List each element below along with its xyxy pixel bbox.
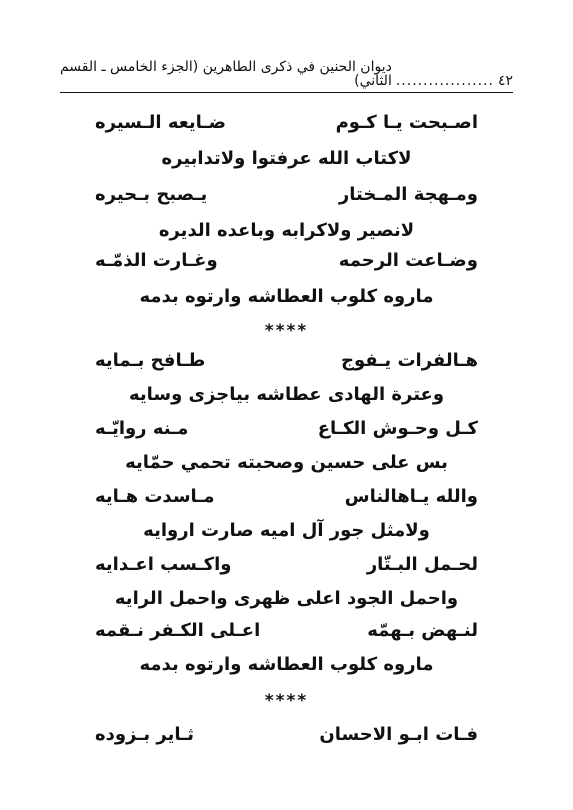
header-dots: .................. <box>395 73 494 89</box>
verse-line <box>95 346 478 376</box>
verse-second-hemistich: واكـسب اعـدايه <box>95 554 232 575</box>
page-number: ٤٢ <box>497 73 513 89</box>
refrain-line: بس على حسين وصحبته تحمي حمّايه <box>125 452 448 473</box>
header-rule <box>60 92 513 93</box>
verse-second-hemistich: وغـارت الذمّـه <box>95 250 218 271</box>
verse-first-hemistich: لنـهض بـهمّه <box>367 620 478 641</box>
verse-second-hemistich: ضـايعه الـسيره <box>95 112 226 133</box>
verse-line <box>95 246 478 276</box>
verse-second-hemistich: اعـلى الكـفر نـقمه <box>95 620 261 641</box>
refrain-line: وعترة الهادى عطاشه بياجزى وسايه <box>128 384 445 405</box>
verse-second-hemistich: طـافح بـمايه <box>95 350 206 371</box>
section-separator: **** <box>264 321 309 341</box>
verse-second-hemistich: مـنه روايّـه <box>95 418 189 439</box>
refrain-line: لانصير ولاكرابه وباعده الديره <box>158 220 415 241</box>
verse-first-hemistich: فـات ابـو الاحسان <box>319 724 478 745</box>
verse-first-hemistich: لحـمل البـتّار <box>366 554 478 575</box>
verse-first-hemistich: اصـبحت يـا كـوم <box>335 112 478 133</box>
verse-first-hemistich: هـالفرات يـفوج <box>341 350 478 371</box>
verse-line <box>95 482 478 512</box>
refrain-line: ماروه كلوب العطاشه وارتوه بدمه <box>139 286 434 307</box>
verse-line <box>95 720 478 750</box>
verse-line <box>95 616 478 646</box>
section-separator: **** <box>264 691 309 711</box>
refrain-line: ماروه كلوب العطاشه وارتوه بدمه <box>139 654 434 675</box>
verse-first-hemistich: والله يـاهالناس <box>344 486 478 507</box>
verse-second-hemistich: ثـاير بـزوده <box>95 724 195 745</box>
verse-second-hemistich: يـصبح بـحيره <box>95 184 208 205</box>
book-title: ديوان الحنين في ذكرى الطاهرين (الجزء الخامس ـ القسم الثاني) <box>59 59 392 89</box>
refrain-line: لاكتاب الله عرفتوا ولاتدابيره <box>161 148 412 169</box>
refrain-line: ولامثل جور آل اميه صارت اروايه <box>143 520 430 541</box>
verse-first-hemistich: وضـاعت الرحمه <box>338 250 478 271</box>
refrain-line: واحمل الجود اعلى ظهرى واحمل الرايه <box>114 588 459 609</box>
verse-second-hemistich: مـاسدت هـايه <box>95 486 215 507</box>
verse-line <box>95 550 478 580</box>
running-header <box>59 59 513 89</box>
verse-first-hemistich: ومـهجة المـختار <box>338 184 478 205</box>
verse-first-hemistich: كـل وحـوش الكـاع <box>317 418 478 439</box>
verse-line <box>95 108 478 138</box>
verse-line <box>95 180 478 210</box>
verse-line <box>95 414 478 444</box>
